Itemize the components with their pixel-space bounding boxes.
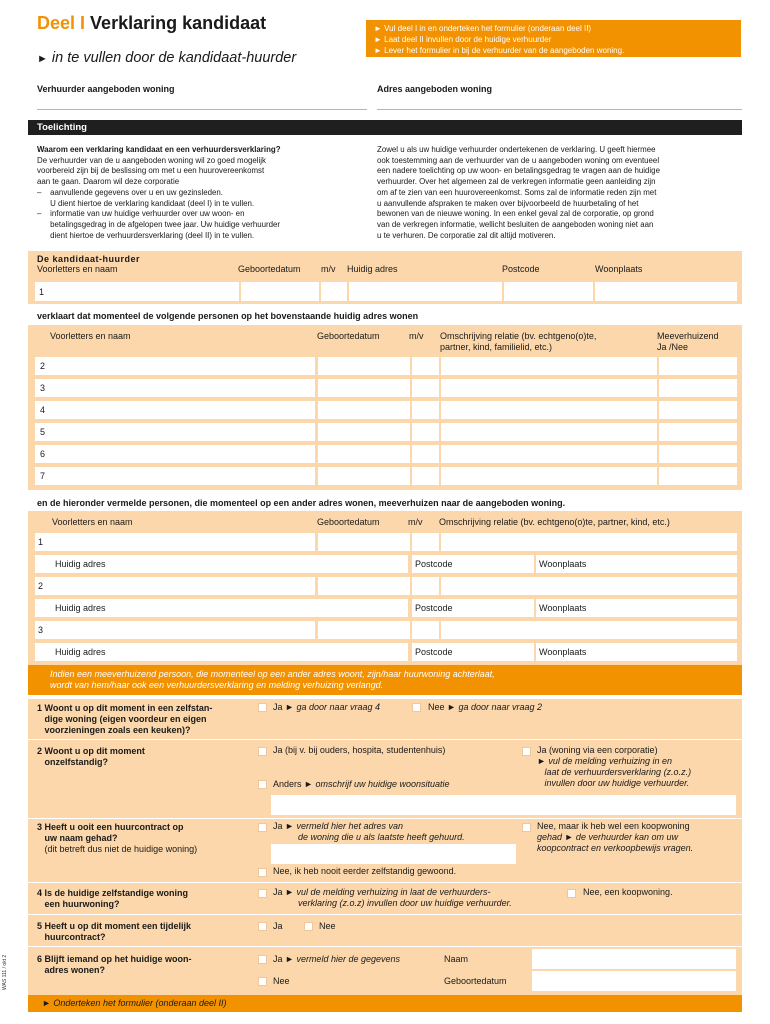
- q2-opt2-checkbox[interactable]: [522, 747, 531, 756]
- landlord-label: Verhuurder aangeboden woning: [37, 84, 175, 94]
- q6-yes-checkbox[interactable]: [258, 955, 267, 964]
- q-line: onzelfstandig?: [37, 757, 108, 767]
- same-row-dob-cell[interactable]: [318, 357, 410, 375]
- row-number: 7: [40, 471, 46, 481]
- q5-no-label: Nee: [319, 921, 336, 931]
- landlord-field[interactable]: [37, 109, 367, 110]
- address-label: Huidig adres: [55, 603, 106, 613]
- same-row-move-cell[interactable]: [659, 401, 737, 419]
- q5-yes-checkbox[interactable]: [258, 922, 267, 931]
- col-dob-label: Geboortedatum: [238, 264, 301, 274]
- row-number: 6: [40, 449, 46, 459]
- other-row-name-cell[interactable]: [35, 533, 315, 551]
- other-row-mv-cell[interactable]: [412, 577, 439, 595]
- same-row-relation-cell[interactable]: [441, 401, 657, 419]
- other-row-postcode-cell[interactable]: [412, 599, 534, 617]
- toelichting-line: voorbereid zijn bij de beslissing om met u een huurovereenkomst: [37, 166, 265, 176]
- q-line: huurcontract?: [37, 932, 106, 942]
- candidate-post-field[interactable]: [504, 282, 593, 301]
- q5-no-checkbox[interactable]: [304, 922, 313, 931]
- q1-no-checkbox[interactable]: [412, 703, 421, 712]
- toelichting-line: – aanvullende gegevens over u en uw gezinsleden.: [37, 187, 224, 197]
- q1-no-label: Nee ►: [428, 702, 456, 712]
- same-row-mv-cell[interactable]: [412, 423, 439, 441]
- instruction-item: ► Laat deel II invullen door de huidige verhuurder: [374, 35, 552, 44]
- question-3-label: [37, 822, 197, 855]
- other-row-city-cell[interactable]: [536, 555, 737, 573]
- candidate-city-field[interactable]: [595, 282, 737, 301]
- candidate-dob-field[interactable]: [241, 282, 319, 301]
- q3-yes-checkbox[interactable]: [258, 823, 267, 832]
- q3-no-label: Nee, ik heb nooit eerder zelfstandig gewoond.: [273, 866, 457, 876]
- other-row-name-cell[interactable]: [35, 621, 315, 639]
- arrow-icon: ►: [37, 53, 48, 65]
- note-line: wordt van hem/haar ook een verhuurdersverklaring en melding verhuizing verlangd.: [50, 680, 384, 690]
- q3-yes-line: de woning die u als laatste heeft gehuurd.: [298, 832, 465, 842]
- same-row-dob-cell[interactable]: [318, 401, 410, 419]
- same-row-mv-cell[interactable]: [412, 467, 439, 485]
- row-number: 1: [39, 287, 45, 297]
- same-row-move-cell[interactable]: [659, 379, 737, 397]
- other-address-heading: en de hieronder vermelde personen, die momenteel op een ander adres wonen, meeverhuizen naar de aangeboden woning.: [37, 498, 566, 508]
- q3-koop-line: koopcontract en verkoopbewijs vragen.: [537, 843, 694, 853]
- same-address-heading: verklaart dat momenteel de volgende personen op het bovenstaande huidig adres wonen: [37, 311, 419, 321]
- side-code: WAS 111 / okt 2: [2, 954, 8, 990]
- other-row-address-cell[interactable]: [35, 599, 408, 617]
- candidate-panel: [28, 251, 742, 304]
- row-number: 2: [38, 581, 44, 591]
- q2-opt2-line: ► vul de melding verhuizing in en: [537, 756, 672, 766]
- question-2-label: [37, 746, 145, 768]
- instructions-box: [366, 20, 741, 57]
- toelichting-line: van de verkregen informatie, wellicht besluiten de aangeboden woning niet aan: [377, 219, 654, 229]
- q-line: 1 Woont u op dit moment in een zelfstan-: [37, 703, 213, 713]
- q2-opt2-line: invullen door uw huidige verhuurder.: [537, 778, 690, 788]
- q5-yes-label: Ja: [273, 921, 283, 931]
- divider: [28, 914, 742, 915]
- postcode-label: Postcode: [415, 559, 453, 569]
- candidate-addr-field[interactable]: [349, 282, 502, 301]
- q4-yes-line: verklaring (z.o.z) invullen door uw huidige verhuurder.: [298, 898, 512, 908]
- same-address-panel: [28, 325, 742, 490]
- q1-yes-checkbox[interactable]: [258, 703, 267, 712]
- instruction-item: ► Lever het formulier in bij de verhuurder van de aangeboden woning.: [374, 46, 625, 55]
- toelichting-line: u aanvullende afspraken te maken over bijvoorbeeld de huurbetaling of het: [377, 198, 639, 208]
- row-number: 3: [38, 625, 44, 635]
- q6-no-checkbox[interactable]: [258, 977, 267, 986]
- toelichting-line: een nadere toelichting op uw woon- en betalingsgedrag te vragen aan de huidige: [377, 166, 660, 176]
- same-row-dob-cell[interactable]: [318, 445, 410, 463]
- toelichting-line: – informatie van uw huidige verhuurder over uw woon- en: [37, 209, 245, 219]
- q-line: 5 Heeft u op dit moment een tijdelijk: [37, 921, 192, 931]
- other-row-dob-cell[interactable]: [318, 533, 410, 551]
- q-line: 6 Blijft iemand op het huidige woon-: [37, 954, 192, 964]
- q-line: adres wonen?: [37, 965, 106, 975]
- toelichting-line: om af te zien van een huurovereenkomst. Soms zal de informatie reden zijn met: [377, 187, 657, 197]
- other-row-postcode-cell[interactable]: [412, 643, 534, 661]
- col-mv-label: m/v: [408, 517, 423, 527]
- other-row-mv-cell[interactable]: [412, 621, 439, 639]
- page-title: [37, 13, 266, 34]
- divider: [28, 739, 742, 740]
- same-row-name-cell[interactable]: [35, 379, 315, 397]
- q6-dob-label: Geboortedatum: [444, 976, 507, 986]
- candidate-name-field[interactable]: [35, 282, 239, 301]
- same-row-relation-cell[interactable]: [441, 467, 657, 485]
- q2-opt2-option: [537, 745, 691, 789]
- q2-opt1-checkbox[interactable]: [258, 747, 267, 756]
- row-number: 1: [38, 537, 44, 547]
- q3-koop-option: [537, 821, 693, 854]
- q3-yes-line: vermeld hier het adres van: [296, 821, 403, 831]
- same-row-name-cell[interactable]: [35, 401, 315, 419]
- address-label: Huidig adres: [55, 647, 106, 657]
- q-line: uw naam gehad?: [37, 833, 118, 843]
- col-mv-label: m/v: [321, 264, 336, 274]
- col-move-line: Ja /Nee: [657, 342, 689, 352]
- other-row-relation-cell[interactable]: [441, 533, 737, 551]
- address-label: Huidig adres: [55, 559, 106, 569]
- same-row-move-cell[interactable]: [659, 467, 737, 485]
- postcode-label: Postcode: [415, 647, 453, 657]
- q6-yes-option: [273, 954, 400, 964]
- toelichting-line: betalingsgedrag in de afgelopen twee jaar. Uw huidige verhuurder: [37, 219, 281, 229]
- q6-name-field[interactable]: [532, 949, 736, 969]
- toelichting-line: Zowel u als uw huidige verhuurder ondertekenen de verklaring. U geeft hiermee: [377, 145, 656, 154]
- row-number: 2: [40, 361, 46, 371]
- q1-no-text: ga door naar vraag 2: [458, 702, 542, 712]
- q1-no-option: [428, 702, 542, 712]
- same-row-move-cell[interactable]: [659, 423, 737, 441]
- q2-opt2-label: Ja (woning via een corporatie): [537, 745, 658, 755]
- same-row-move-cell[interactable]: [659, 445, 737, 463]
- q2-opt3-option: [273, 779, 450, 789]
- same-row-relation-cell[interactable]: [441, 357, 657, 375]
- q-line: een huurwoning?: [37, 899, 120, 909]
- toelichting-heading: Waarom een verklaring kandidaat en een verhuurdersverklaring?: [37, 145, 281, 154]
- same-row-relation-cell[interactable]: [441, 423, 657, 441]
- q6-name-label: Naam: [444, 954, 469, 964]
- q1-yes-text: ga door naar vraag 4: [296, 702, 380, 712]
- toelichting-line: u te verhuren. De corporatie zal dit altijd motiveren.: [377, 230, 556, 240]
- same-row-relation-cell[interactable]: [441, 445, 657, 463]
- q4-no-label: Nee, een koopwoning.: [583, 887, 673, 897]
- other-row-relation-cell[interactable]: [441, 621, 737, 639]
- city-label: Woonplaats: [539, 603, 587, 613]
- same-row-mv-cell[interactable]: [412, 445, 439, 463]
- col-dob-label: Geboortedatum: [317, 331, 380, 341]
- subtitle-text: in te vullen door de kandidaat-huurder: [51, 50, 297, 66]
- same-row-name-cell[interactable]: [35, 357, 315, 375]
- same-row-dob-cell[interactable]: [318, 467, 410, 485]
- col-move-line: Meeverhuizend: [657, 331, 719, 341]
- same-row-mv-cell[interactable]: [412, 357, 439, 375]
- question-1-label: [37, 703, 212, 736]
- q1-yes-label: Ja ►: [273, 702, 294, 712]
- q2-opt2-line: laat de verhuurdersverklaring (z.o.z.): [537, 767, 692, 777]
- title-text: Verklaring kandidaat: [90, 13, 267, 33]
- question-6-label: [37, 954, 192, 976]
- same-row-dob-cell[interactable]: [318, 379, 410, 397]
- toelichting-line: U dient hiertoe de verklaring kandidaat (deel I) in te vullen.: [37, 198, 255, 208]
- q3-koop-line: gehad ► de verhuurder kan om uw: [537, 832, 678, 842]
- same-row-dob-cell[interactable]: [318, 423, 410, 441]
- divider: [28, 818, 742, 819]
- q3-no-checkbox[interactable]: [258, 868, 267, 877]
- postcode-label: Postcode: [415, 603, 453, 613]
- toelichting-line: dient hiertoe de verhuurdersverklaring (deel II) in te vullen.: [37, 230, 255, 240]
- toelichting-line: aan te gaan. Daarom wil deze corporatie: [37, 177, 180, 187]
- same-row-name-cell[interactable]: [35, 445, 315, 463]
- other-row-dob-cell[interactable]: [318, 577, 410, 595]
- q2-opt3-text: omschrijf uw huidige woonsituatie: [315, 779, 450, 789]
- other-row-address-cell[interactable]: [35, 555, 408, 573]
- q2-opt3-checkbox[interactable]: [258, 780, 267, 789]
- sign-bar: ► Onderteken het formulier (onderaan deel II): [28, 995, 742, 1012]
- question-5-label: [37, 921, 191, 943]
- toelichting-left: [37, 145, 362, 241]
- toelichting-bar: Toelichting: [28, 120, 742, 135]
- candidate-heading: De kandidaat-huurder: [37, 254, 141, 264]
- same-row-move-cell[interactable]: [659, 357, 737, 375]
- q4-yes-checkbox[interactable]: [258, 889, 267, 898]
- q1-yes-option: [273, 702, 380, 712]
- q3-yes-label: Ja ►: [273, 821, 294, 831]
- col-name-label: Voorletters en naam: [37, 264, 118, 274]
- other-row-dob-cell[interactable]: [318, 621, 410, 639]
- row-number: 3: [40, 383, 46, 393]
- other-address-panel: [28, 511, 742, 665]
- q3-koop-checkbox[interactable]: [522, 823, 531, 832]
- col-move-label: [657, 331, 719, 353]
- col-addr-label: Huidig adres: [347, 264, 398, 274]
- q-line: 4 Is de huidige zelfstandige woning: [37, 888, 189, 898]
- city-label: Woonplaats: [539, 647, 587, 657]
- col-rel-line: partner, kind, familielid, etc.): [440, 342, 553, 352]
- toelichting-line: ook toestemming aan de verhuurder van de u aangeboden woning om eventueel: [377, 155, 660, 165]
- q6-yes-text: vermeld hier de gegevens: [296, 954, 400, 964]
- row-number: 4: [40, 405, 46, 415]
- q4-yes-line: vul de melding verhuizing in laat de verhuurders-: [296, 887, 491, 897]
- col-rel-label: Omschrijving relatie (bv. echtgeno(o)te, partner, kind, etc.): [439, 517, 670, 527]
- divider: [28, 882, 742, 883]
- q2-opt1-label: Ja (bij v. bij ouders, hospita, studentenhuis): [273, 745, 446, 755]
- instruction-item: ► Vul deel I in en onderteken het formulier (onderaan deel II): [374, 24, 592, 33]
- q6-no-label: Nee: [273, 976, 290, 986]
- q-line: 3 Heeft u ooit een huurcontract op: [37, 822, 184, 832]
- toelichting-line: verhuurder. Over het algemeen zal de verkregen informatie geen aanleiding zijn: [377, 177, 656, 187]
- col-rel-line: Omschrijving relatie (bv. echtgeno(o)te,: [440, 331, 597, 341]
- title-part: Deel I: [37, 13, 86, 33]
- q3-koop-label: Nee, maar ik heb wel een koopwoning: [537, 821, 690, 831]
- city-label: Woonplaats: [539, 559, 587, 569]
- other-row-name-cell[interactable]: [35, 577, 315, 595]
- same-row-name-cell[interactable]: [35, 423, 315, 441]
- q6-yes-label: Ja ►: [273, 954, 294, 964]
- q4-yes-option: [273, 887, 512, 909]
- toelichting-line: De verhuurder van de u aangeboden woning wil zo goed mogelijk: [37, 155, 266, 165]
- other-row-relation-cell[interactable]: [441, 577, 737, 595]
- col-mv-label: m/v: [409, 331, 424, 341]
- other-row-postcode-cell[interactable]: [412, 555, 534, 573]
- other-row-city-cell[interactable]: [536, 599, 737, 617]
- q-line: (dit betreft dus niet de huidige woning): [37, 844, 198, 854]
- q-line: 2 Woont u op dit moment: [37, 746, 145, 756]
- q-line: dige woning (eigen voordeur en eigen: [37, 714, 207, 724]
- address-field[interactable]: [377, 109, 742, 110]
- q3-yes-option: [273, 821, 465, 843]
- q3-address-field[interactable]: [271, 844, 516, 864]
- toelichting-line: bewonen van de nieuwe woning. In een enkel geval zal de corporatie, op grond: [377, 209, 654, 219]
- row-number: 5: [40, 427, 46, 437]
- col-post-label: Postcode: [502, 264, 540, 274]
- other-address-note: [28, 665, 742, 695]
- q4-no-checkbox[interactable]: [567, 889, 576, 898]
- page-subtitle: [37, 50, 296, 66]
- col-name-label: Voorletters en naam: [50, 331, 131, 341]
- candidate-mv-field[interactable]: [321, 282, 347, 301]
- other-row-city-cell[interactable]: [536, 643, 737, 661]
- note-line: Indien een meeverhuizend persoon, die momenteel op een ander adres woont, zijn/haar huurwoning achterlaat,: [50, 669, 495, 679]
- other-row-mv-cell[interactable]: [412, 533, 439, 551]
- same-row-relation-cell[interactable]: [441, 379, 657, 397]
- other-row-address-cell[interactable]: [35, 643, 408, 661]
- same-row-mv-cell[interactable]: [412, 401, 439, 419]
- q2-situation-field[interactable]: [271, 795, 736, 815]
- q6-dob-field[interactable]: [532, 971, 736, 991]
- question-4-label: [37, 888, 188, 910]
- col-city-label: Woonplaats: [595, 264, 643, 274]
- col-dob-label: Geboortedatum: [317, 517, 380, 527]
- same-row-name-cell[interactable]: [35, 467, 315, 485]
- q-line: voorzieningen zoals een keuken)?: [37, 725, 191, 735]
- address-label: Adres aangeboden woning: [377, 84, 493, 94]
- q4-yes-label: Ja ►: [273, 887, 294, 897]
- toelichting-right: [377, 145, 742, 241]
- col-name-label: Voorletters en naam: [52, 517, 133, 527]
- q2-opt3-label: Anders ►: [273, 779, 313, 789]
- col-rel-label: [440, 331, 596, 353]
- divider: [28, 946, 742, 947]
- same-row-mv-cell[interactable]: [412, 379, 439, 397]
